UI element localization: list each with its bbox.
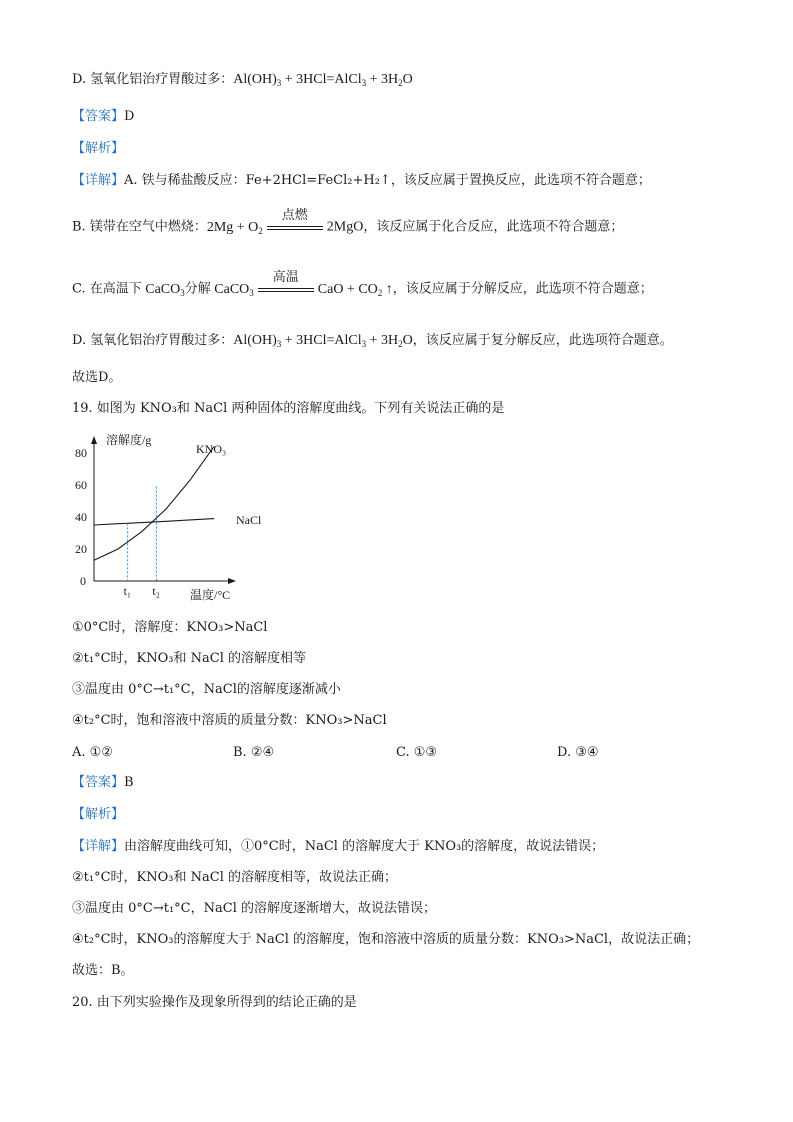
chart-ticks — [75, 446, 87, 556]
q18-option-d: D. 氢氧化铝治疗胃酸过多：$Al(OH)_3$ + 3HCl=AlCl$_3$ + $3H_2O$ — [72, 72, 413, 88]
q19-detail-1: 【详解】由溶解度曲线可知，①0°C时，NaCl 的溶解度大于 KNO₃的溶解度，故说法错误； — [72, 839, 605, 854]
chart-y-axis-label: 溶解度/g — [106, 433, 152, 447]
series-label: KNO₃ — [196, 442, 227, 456]
q19-detail-4: ④t₂°C时，KNO₃的溶解度大于 NaCl 的溶解度，饱和溶液中溶质的质量分数：KNO₃>NaCl，故说法正确； — [72, 932, 700, 947]
x-axis-arrow-icon — [228, 578, 236, 584]
q19-stem: 19. 如图为 KNO₃和 NaCl 两种固体的溶解度曲线。下列有关说法正确的是 — [72, 401, 505, 416]
y-axis-arrow-icon — [91, 436, 97, 444]
q19-statement-1: ①0°C时，溶解度：KNO₃>NaCl — [72, 620, 268, 635]
chart-x-axis-label: 温度/°C — [190, 588, 231, 602]
q18-conclusion: 故选D。 — [72, 370, 122, 385]
q19-statement-4: ④t₂°C时，饱和溶液中溶质的质量分数：KNO₃>NaCl — [72, 713, 387, 728]
chart-origin-label: 0 — [80, 574, 86, 588]
q18-detail-a: 【详解】A. 铁与稀盐酸反应：Fe+2HCl=FeCl₂+H₂↑，该反应属于置换反应，此选项不符合题意； — [72, 173, 651, 188]
q20-stem: 20. 由下列实验操作及现象所得到的结论正确的是 — [72, 995, 357, 1010]
y-tick-label: 40 — [75, 510, 87, 524]
chart-series — [94, 442, 262, 560]
y-tick-label: 20 — [75, 542, 87, 556]
reaction-condition-arrow: 高温 — [256, 279, 316, 299]
series-label: NaCl — [236, 513, 262, 527]
reaction-condition-arrow: 点燃 — [265, 217, 325, 237]
q18-detail-b: B. 镁带在空气中燃烧：$2Mg + O_2$ 点燃 2MgO，该反应属于化合反应，此选项不符合题意； — [72, 208, 624, 236]
y-tick-label: 80 — [75, 446, 87, 460]
q19-option-a: A. ①② — [72, 745, 113, 760]
q19-detail-3: ③温度由 0°C→t₁°C，NaCl 的溶解度逐渐增大，故说法错误； — [72, 901, 436, 916]
x-tick-label: t₁ — [123, 584, 132, 598]
q18-detail-c: C. 在高温下 CaCO$_3$分解 CaCO$_3$ 高温 CaO + $CO_2$ ↑，该反应属于分解反应，此选项不符合题意； — [72, 270, 653, 298]
chart-axes — [91, 436, 236, 584]
q19-detail-2: ②t₁°C时，KNO₃和 NaCl 的溶解度相等，故说法正确； — [72, 870, 397, 885]
q18-detail-d: D. 氢氧化铝治疗胃酸过多：$Al(OH)_3$ + 3HCl=AlCl$_3$ + $3H_2O$，该反应属于复分解反应，此选项符合题意。 — [72, 333, 673, 349]
q19-option-b: B. ②④ — [233, 745, 275, 760]
y-tick-label: 60 — [75, 478, 87, 492]
q19-conclusion: 故选：B。 — [72, 963, 134, 978]
series-line-kno3 — [94, 447, 214, 561]
q19-answer: 【答案】B — [72, 775, 134, 790]
formula-al-oh3-hcl: $Al(OH)_3$ + 3HCl=AlCl$_3$ + $3H_2O$ — [233, 72, 413, 88]
q19-statement-2: ②t₁°C时，KNO₃和 NaCl 的溶解度相等 — [72, 651, 306, 666]
q18-analysis-tag: 【解析】 — [72, 141, 125, 156]
q18-answer: 【答案】D — [72, 109, 135, 124]
q19-analysis-tag: 【解析】 — [72, 807, 125, 822]
x-tick-label: t₂ — [152, 584, 160, 598]
q19-statement-3: ③温度由 0°C→t₁°C，NaCl的溶解度逐渐减小 — [72, 682, 341, 697]
q19-option-c: C. ①③ — [396, 745, 438, 760]
solubility-chart — [72, 428, 272, 606]
q19-option-d: D. ③④ — [557, 745, 599, 760]
